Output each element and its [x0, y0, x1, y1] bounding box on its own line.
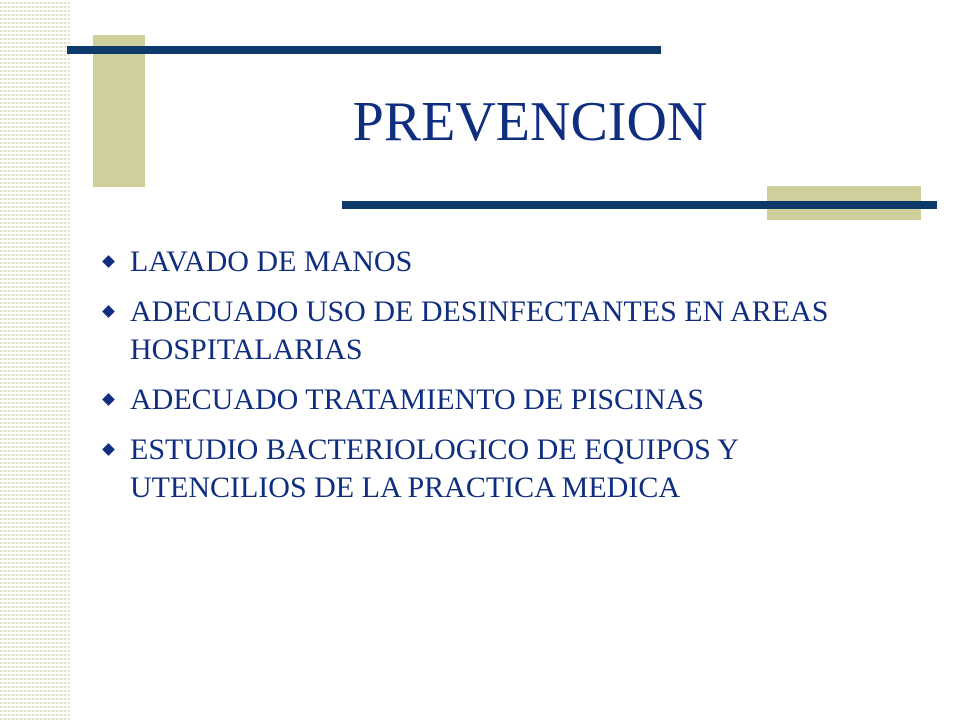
diamond-bullet-icon	[102, 255, 115, 268]
bullet-list	[100, 243, 920, 519]
bullet-text: ADECUADO TRATAMIENTO DE PISCINAS	[130, 383, 705, 416]
striped-left-margin	[0, 0, 70, 720]
bullet-item	[100, 293, 920, 369]
bullet-item	[100, 243, 920, 281]
decorative-line-bottom	[342, 201, 937, 209]
diamond-bullet-icon	[102, 443, 115, 456]
bullet-text: LAVADO DE MANOS	[130, 245, 413, 278]
bullet-item	[100, 431, 920, 507]
slide-title: PREVENCION	[352, 91, 708, 153]
decorative-tan-block-left	[93, 35, 145, 187]
diamond-bullet-icon	[102, 305, 115, 318]
decorative-line-top	[67, 46, 661, 54]
bullet-item	[100, 381, 920, 419]
bullet-text: ESTUDIO BACTERIOLOGICO DE EQUIPOS Y UTENCILIOS DE LA PRACTICA MEDICA	[130, 433, 738, 504]
diamond-bullet-icon	[102, 393, 115, 406]
bullet-text: ADECUADO USO DE DESINFECTANTES EN AREAS HOSPITALARIAS	[130, 295, 829, 366]
